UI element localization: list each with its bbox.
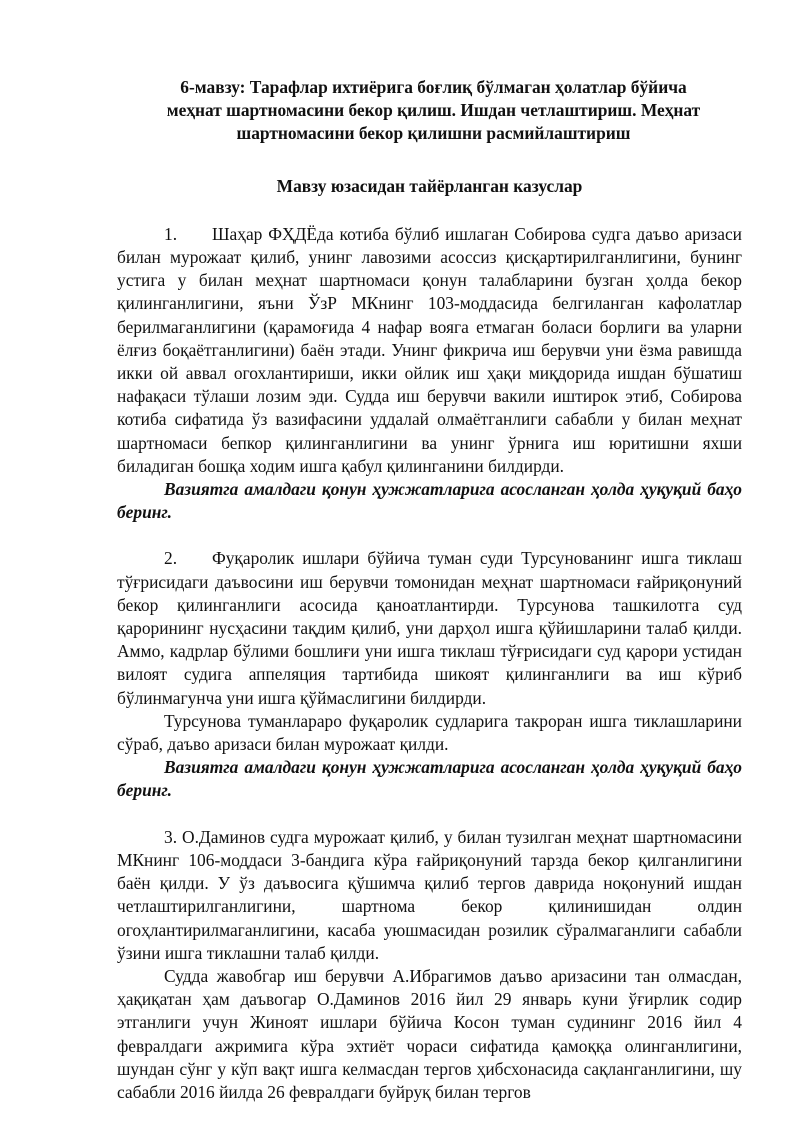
document-subtitle: Мавзу юзасидан тайёрланган казуслар <box>276 175 583 196</box>
case-2-number: 2. <box>164 548 178 569</box>
case-3-paragraph-1 <box>117 826 742 965</box>
case-2 <box>117 547 742 802</box>
document-title <box>117 76 742 146</box>
case-2-paragraph-2: Турсунова туманлараро фуқаролик судларига такроран ишга тиклашларини сўраб, даъво аризаси билан мурожаат қилди. <box>117 710 742 755</box>
case-1-paragraph-1 <box>117 223 742 478</box>
case-2-paragraph-1 <box>117 547 742 709</box>
spacer <box>117 803 742 826</box>
title-line-2: меҳнат шартномасини бекор қилиш. Ишдан четлаштириш. Меҳнат <box>166 100 701 121</box>
case-3 <box>117 826 742 1104</box>
case-3-text-1: О.Даминов судга мурожаат қилиб, у билан тузилган меҳнат шартномасини МКнинг 106-моддаси 3-бандига кўра ғайриқонуний тарзда бекор қилганлигини баён қилди. У ўз даъвосига қўшимча қилиб тергов даврида ноқонуний ишдан четлаштирилганлигини, шартнома бекор қилинишидан олдин огоҳлантирилмаганлигини, касаба уюшмасидан розилик сўралмаганлиги сабабли ўзини ишга тиклашни талаб қилди. <box>117 826 742 963</box>
case-2-task: Вазиятга амалдаги қонун ҳужжатларига асосланган ҳолда ҳуқуқий баҳо беринг. <box>117 757 742 801</box>
case-1 <box>117 223 742 525</box>
case-3-paragraph-2: Судда жавобгар иш берувчи А.Ибрагимов даъво аризасини тан олмасдан, ҳақиқатан ҳам даъвогар О.Даминов 2016 йил 29 январь куни ўғирлик содир этганлиги учун Жиноят ишлари бўйича Косон туман судининг 2016 йил 4 февралдаги ажримига кўра эхтиёт чораси сифатида қамоққа олинганлигини, шундан сўнг у кўп вақт ишга келмасдан тергов ҳибсхонасида сақланганлигини, шу сабабли 2016 йилда 26 февралдаги буйруқ билан тергов <box>117 965 742 1102</box>
title-line-1: 6-мавзу: Тарафлар ихтиёрига боғлиқ бўлмаган ҳолатлар бўйича <box>180 77 687 97</box>
case-3-number: 3. <box>164 826 178 847</box>
case-1-task: Вазиятга амалдаги қонун ҳужжатларига асосланган ҳолда ҳуқуқий баҳо беринг. <box>117 479 742 523</box>
case-2-text-1: Фуқаролик ишлари бўйича туман суди Турсунованинг ишга тиклаш тўғрисидаги даъвосини иш берувчи томонидан меҳнат шартномаси ғайриқонуний бекор қилинганлиги асосида қаноатлантирди. Турсунова ташкилотга суд қарорининг нусҳасини тақдим қилиб, уни дарҳол ишга қўйишларини талаб қилди. Аммо, кадрлар бўлими бошлиғи уни ишга тиклаш тўғрисидаги суд қарори устидан вилоят судига аппеляция тартибида шикоят қилинганлиги ва иш кўриб бўлинмагунча уни ишга қўймаслигини билдирди. <box>117 548 742 708</box>
case-1-number: 1. <box>164 223 178 244</box>
spacer <box>117 524 742 547</box>
case-1-text: Шаҳар ФҲДЁда котиба бўлиб ишлаган Собирова судга даъво аризаси билан мурожаат қилиб, унинг лавозими асоссиз қисқартирилганлигини, бунинг устига у билан меҳнат шартномаси қонун талабларини бузган ҳолда бекор қилинганлигини, яъни ЎзР МКнинг 103-моддасида белгиланган кафолатлар берилмаганлигини (қарамоғида 4 нафар вояга етмаган боласи борлиги ва уларни ёлғиз боқаётганлигини) баён этади. Унинг фикрича иш берувчи уни ёзма равишда икки ой аввал огохлантириши, икки ойлик иш ҳақи миқдорида ишдан бўшатиш нафақаси тўлаши лозим эди. Судда иш берувчи вакили иштирок этиб, Собирова котиба сифатида ўз вазифасини уддалай олмаётганлиги сабабли у билан меҳнат шартномаси бепкор қилинганлигини ва унинг ўрнига иш юритишни яхши биладиган бошқа ходим ишга қабул қилинганини билдирди. <box>117 223 742 476</box>
title-line-3: шартномасини бекор қилишни расмийлаштириш <box>236 123 631 144</box>
